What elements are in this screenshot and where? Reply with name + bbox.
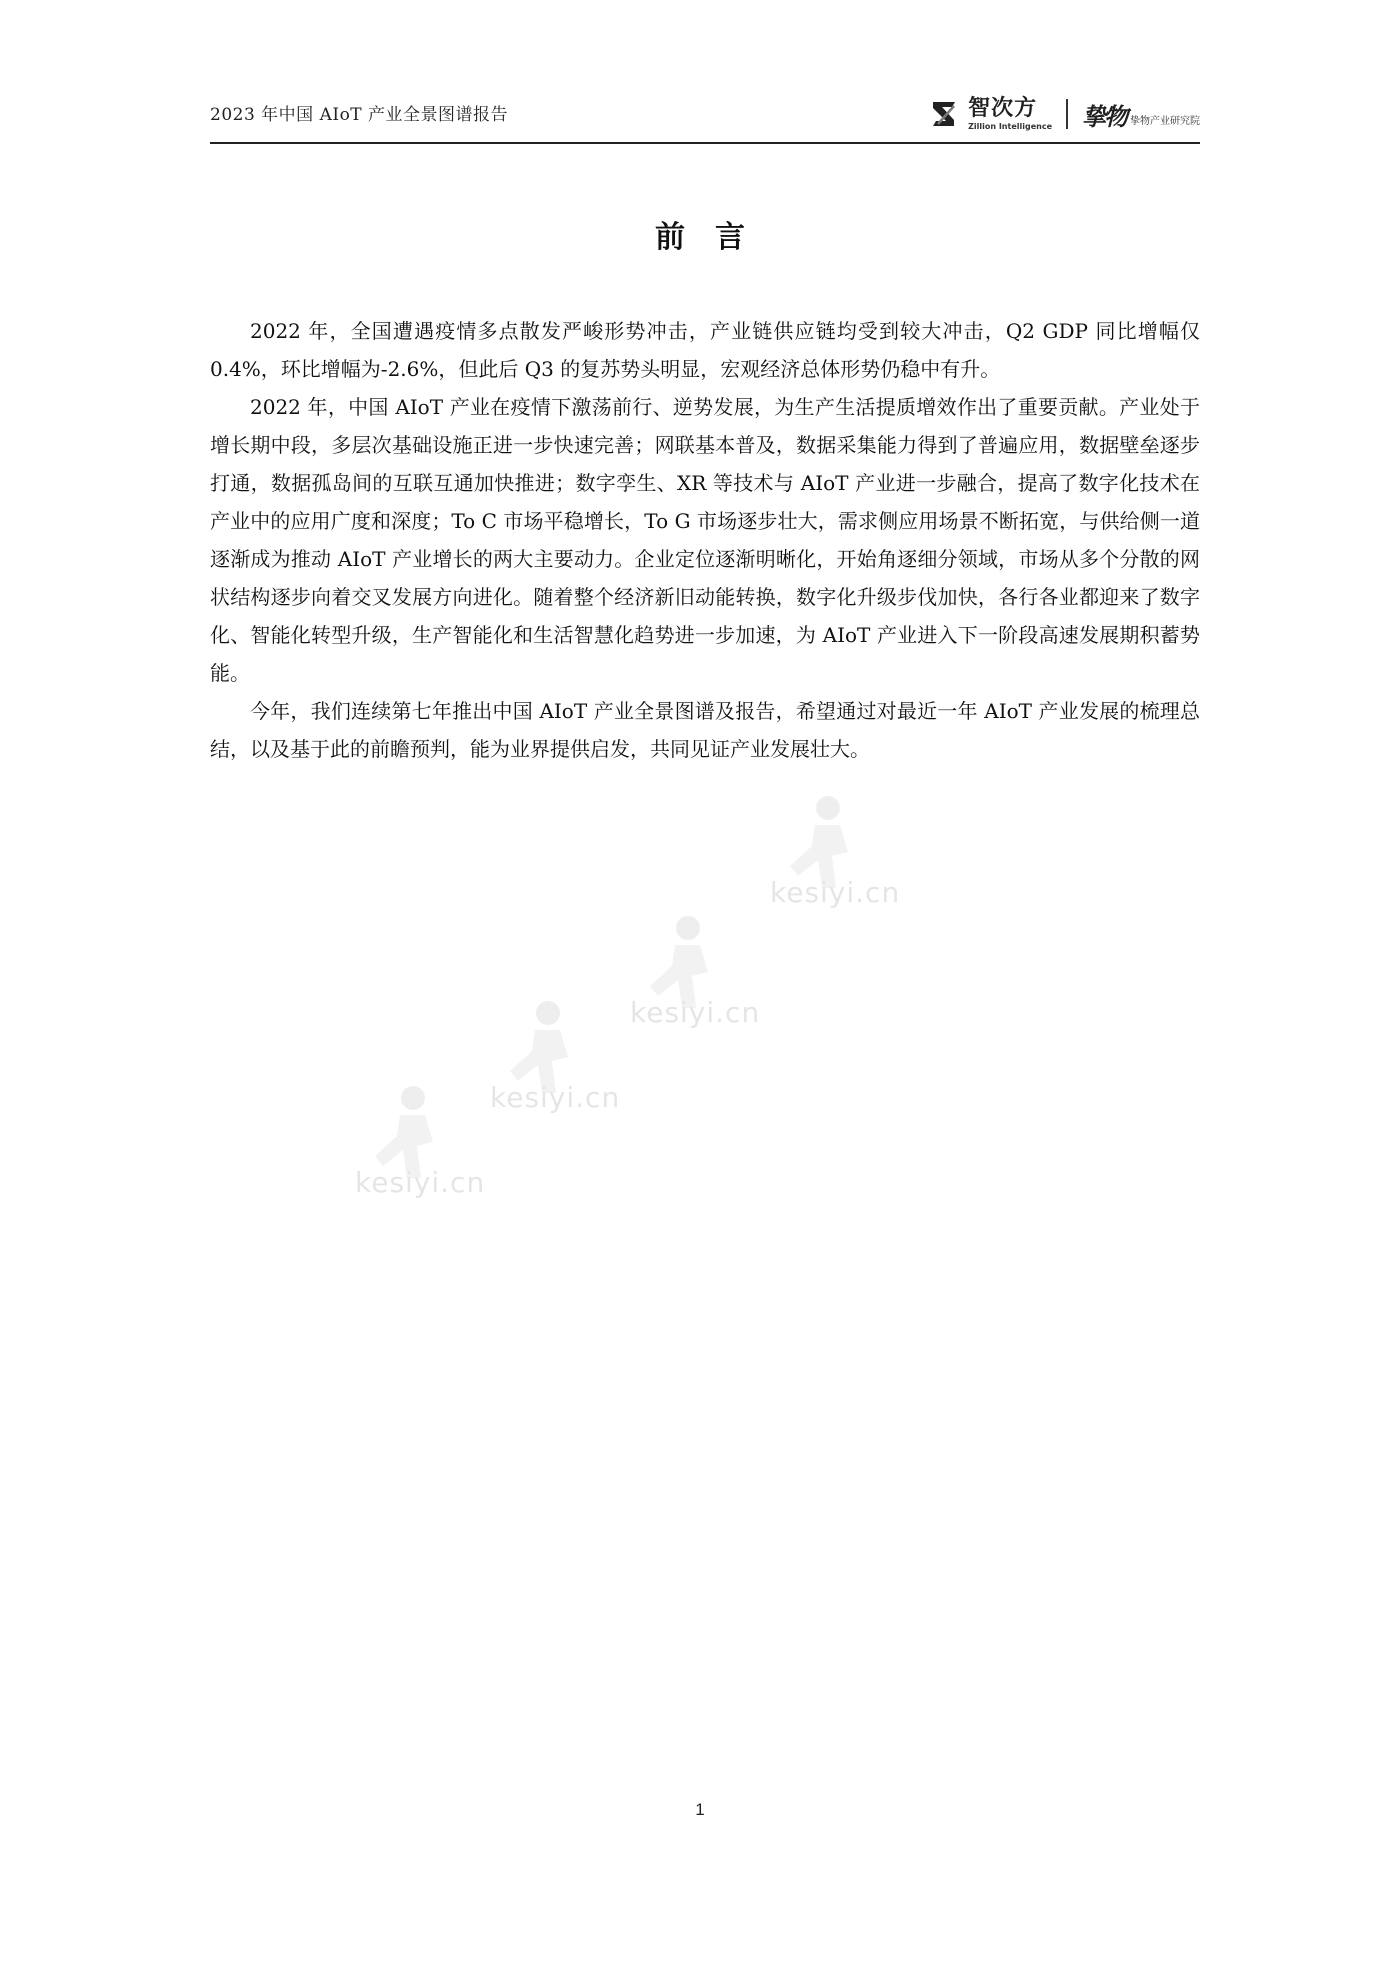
page-header xyxy=(210,92,1200,142)
research-institute-logo xyxy=(1082,97,1200,132)
research-institute-name: 挚物产业研究院 xyxy=(1130,115,1200,127)
page-title: 前言 xyxy=(655,220,775,255)
research-institute-mark: 挚物 xyxy=(1082,102,1126,131)
logo-divider xyxy=(1066,99,1068,129)
watermark-text: kesiyi.cn xyxy=(355,1166,486,1199)
watermark-3 xyxy=(630,910,760,1029)
watermark-runner-icon xyxy=(630,910,740,1020)
zillion-logo-icon xyxy=(930,98,958,130)
watermark-2 xyxy=(490,995,620,1114)
header-logo-group xyxy=(930,94,1200,134)
zillion-logo-cn: 智次方 xyxy=(968,95,1038,121)
watermark-runner-icon xyxy=(355,1080,465,1190)
document-body xyxy=(210,312,1200,768)
header-divider-line xyxy=(210,142,1200,144)
paragraph-3: 今年，我们连续第七年推出中国 AIoT 产业全景图谱及报告，希望通过对最近一年 AIoT 产业发展的梳理总结，以及基于此的前瞻预判，能为业界提供启发，共同见证产业发展壮大。 xyxy=(210,699,1200,761)
watermark-runner-icon xyxy=(770,790,880,900)
page-number: 1 xyxy=(695,1800,705,1819)
watermark-4 xyxy=(770,790,900,909)
zillion-logo-text xyxy=(968,95,1052,131)
paragraph-1: 2022 年，全国遭遇疫情多点散发严峻形势冲击，产业链供应链均受到较大冲击，Q2 GDP 同比增幅仅 0.4%，环比增幅为-2.6%，但此后 Q3 的复苏势头明显，宏观经济总体形势仍稳中有升。 xyxy=(210,319,1200,381)
watermark-1 xyxy=(355,1080,485,1199)
report-header-title: 2023 年中国 AIoT 产业全景图谱报告 xyxy=(210,105,509,125)
paragraph-2: 2022 年，中国 AIoT 产业在疫情下激荡前行、逆势发展，为生产生活提质增效作出了重要贡献。产业处于增长期中段，多层次基础设施正进一步快速完善；网联基本普及，数据采集能力得到了普遍应用，数据壁垒逐步打通，数据孤岛间的互联互通加快推进；数字孪生、XR 等技术与 AIoT 产业进一步融合，提高了数字化技术在产业中的应用广度和深度；To C 市场平稳增长，To G 市场逐步壮大，需求侧应用场景不断拓宽，与供给侧一道逐渐成为推动 AIoT 产业增长的两大主要动力。企业定位逐渐明晰化，开始角逐细分领域，市场从多个分散的网状结构逐步向着交叉发展方向进化。随着整个经济新旧动能转换，数字化升级步伐加快，各行各业都迎来了数字化、智能化转型升级，生产智能化和生活智慧化趋势进一步加速，为 AIoT 产业进入下一阶段高速发展期积蓄势能。 xyxy=(210,395,1200,685)
watermark-runner-icon xyxy=(490,995,600,1105)
zillion-logo-en: Zillion Intelligence xyxy=(968,121,1052,131)
watermark-text: kesiyi.cn xyxy=(630,996,761,1029)
watermark-text: kesiyi.cn xyxy=(770,876,901,909)
watermark-text: kesiyi.cn xyxy=(490,1081,621,1114)
